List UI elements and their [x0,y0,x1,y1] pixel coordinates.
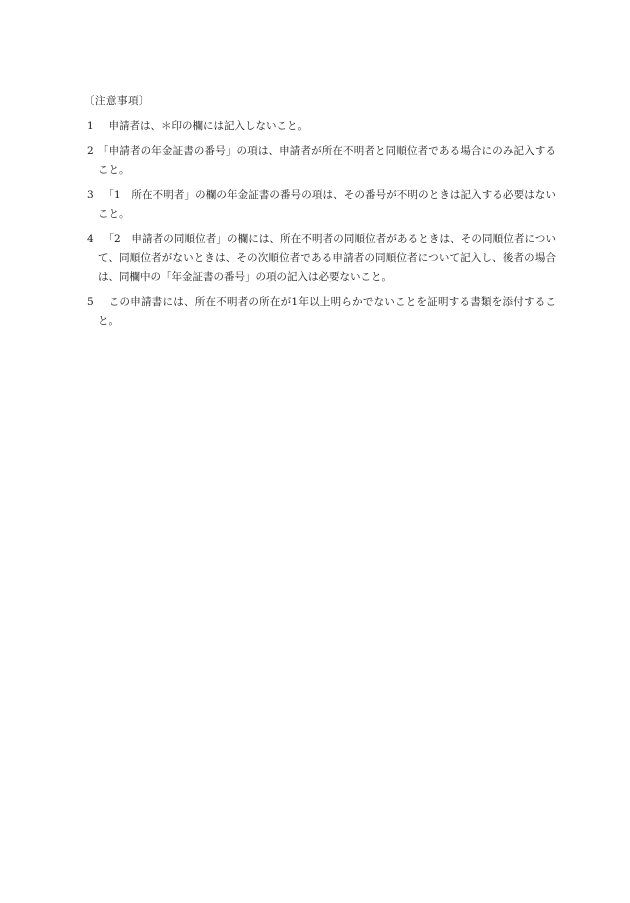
note-number: 4 [87,233,94,245]
note-item [84,230,556,287]
note-item [84,293,556,331]
note-item [84,186,556,224]
note-text: 申請者は、＊印の欄には記入しないこと。 [98,120,308,132]
note-number: 3 [87,189,94,201]
note-number: 5 [87,296,94,308]
note-number: 1 [87,120,94,132]
note-text: この申請書には、所在不明者の所在が1年以上明らかでないことを証明する書類を添付すること。 [98,296,556,327]
note-item [84,117,556,136]
notes-heading: 〔注意事項〕 [84,95,150,107]
note-text: 「1 所在不明者」の欄の年金証書の番号の項は、その番号が不明のときは記入する必要はないこと。 [98,189,556,220]
notes-section [84,92,556,337]
note-number: 2 [87,145,94,157]
note-item [84,142,556,180]
note-text: 「2 申請者の同順位者」の欄には、所在不明者の同順位者があるときは、その同順位者について、同順位者がないときは、その次順位者である申請者の同順位者について記入し、後者の場合は、同欄中の「年金証書の番号」の項の記入は必要ないこと。 [98,233,556,283]
note-text: 「申請者の年金証書の番号」の項は、申請者が所在不明者と同順位者である場合にのみ記入すること。 [98,145,556,176]
